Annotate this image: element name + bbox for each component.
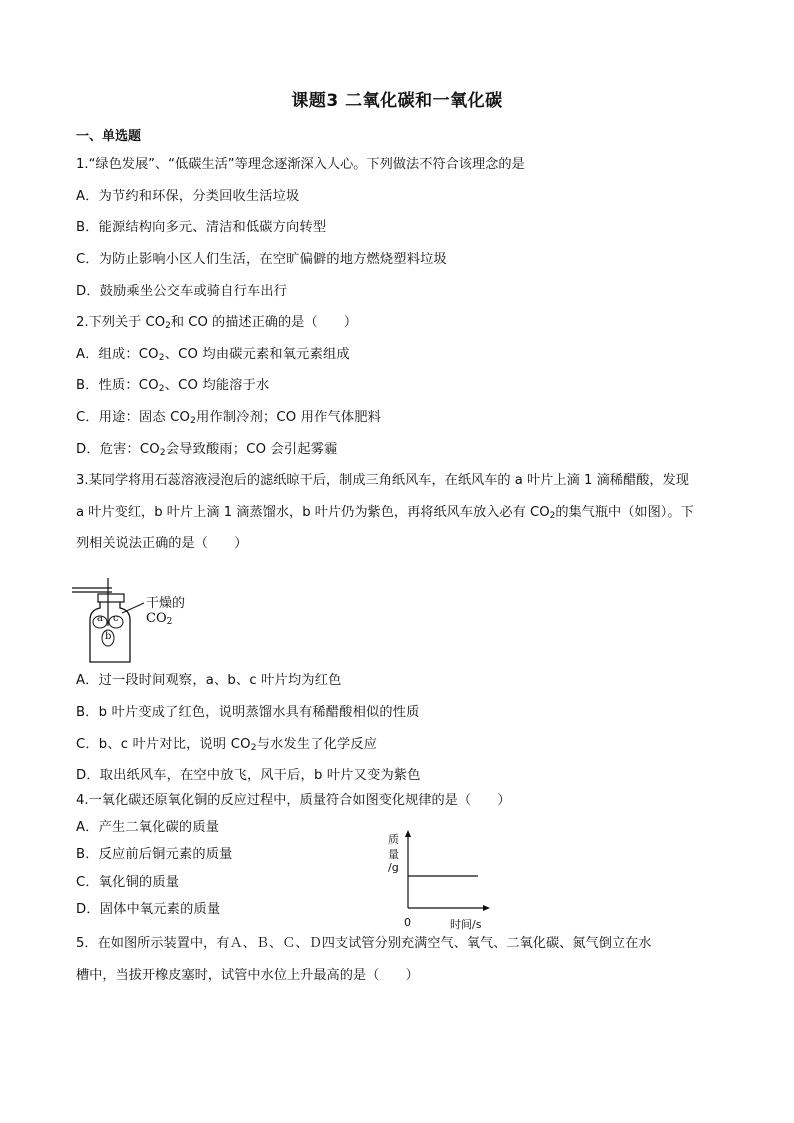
- graph-xlabel: 时间/s: [450, 918, 482, 931]
- q4-stem: 4.一氧化碳还原氧化铜的反应过程中，质量符合如图变化规律的是（ ）: [76, 793, 511, 808]
- q1-option-c: C．为防止影响小区人们生活，在空旷偏僻的地方燃烧塑料垃圾: [76, 252, 447, 267]
- q3-stem-line2: a 叶片变红，b 叶片上滴 1 滴蒸馏水，b 叶片仍为紫色，再将纸风车放入必有 $CO_2$的集气瓶中（如图）。下: [76, 505, 694, 521]
- q3-option-a: A．过一段时间观察，a、b、c 叶片均为红色: [76, 673, 342, 688]
- q2-stem: 2.下列关于 $CO_2$和 CO 的描述正确的是（ ）: [76, 315, 358, 331]
- q1-option-b: B．能源结构向多元、清洁和低碳方向转型: [76, 220, 327, 235]
- q4-option-a: A．产生二氧化碳的质量: [76, 820, 220, 835]
- q1-stem: 1.“绿色发展”、“低碳生活”等理念逐渐深入人心。下列做法不符合该理念的是: [76, 157, 525, 172]
- q2-option-a: A．组成：$CO_2$、CO 均由碳元素和氧元素组成: [76, 347, 350, 363]
- page-title: 课题3 二氧化碳和一氧化碳: [291, 91, 503, 111]
- q3-option-b: B．b 叶片变成了红色，说明蒸馏水具有稀醋酸相似的性质: [76, 705, 420, 720]
- q5-stem-line1: 5．在如图所示装置中，有Ａ、Ｂ、Ｃ、Ｄ四支试管分别充满空气、氧气、二氧化碳、氮气倒立在水: [76, 936, 652, 951]
- gas-bottle-drawing: [70, 578, 210, 668]
- q4-option-b: B．反应前后铜元素的质量: [76, 847, 233, 862]
- graph-origin: 0: [404, 916, 411, 929]
- graph-ylabel-3: /g: [388, 861, 399, 874]
- q2-option-d: D．危害：$CO_2$会导致酸雨；CO 会引起雾霾: [76, 442, 338, 458]
- q4-option-d: D．固体中氧元素的质量: [76, 902, 221, 917]
- leaf-b-label: b: [105, 631, 112, 642]
- q2-option-c: C．用途：固态 $CO_2$用作制冷剂；CO 用作气体肥料: [76, 410, 382, 426]
- q2-option-b: B．性质：$CO_2$、CO 均能溶于水: [76, 378, 270, 394]
- mass-time-graph: [380, 828, 490, 933]
- co2-label: $CO_2$: [146, 611, 173, 627]
- q3-stem-line1: 3.某同学将用石蕊溶液浸泡后的滤纸晾干后，制成三角纸风车，在纸风车的 a 叶片上滴 1 滴稀醋酸，发现: [76, 473, 689, 488]
- dry-label: 干燥的: [146, 596, 186, 611]
- q5-stem-line2: 槽中，当拔开橡皮塞时，试管中水位上升最高的是（ ）: [76, 968, 419, 983]
- q4-option-c: C．氧化铜的质量: [76, 875, 180, 890]
- q1-option-a: A．为节约和环保，分类回收生活垃圾: [76, 189, 300, 204]
- leaf-c-label: c: [113, 613, 119, 624]
- q1-option-d: D．鼓励乘坐公交车或骑自行车出行: [76, 284, 288, 299]
- q3-option-d: D．取出纸风车，在空中放飞，风干后，b 叶片又变为紫色: [76, 768, 421, 783]
- q3-stem-line3: 列相关说法正确的是（ ）: [76, 536, 248, 551]
- leaf-a-label: a: [97, 613, 103, 624]
- gas-bottle-pinwheel-figure: [70, 578, 210, 668]
- graph-ylabel-2: 量: [388, 848, 399, 861]
- q3-option-c: C．b、c 叶片对比，说明 $CO_2$与水发生了化学反应: [76, 737, 378, 753]
- graph-ylabel-1: 质: [388, 833, 399, 846]
- section-heading: 一、单选题: [76, 129, 142, 144]
